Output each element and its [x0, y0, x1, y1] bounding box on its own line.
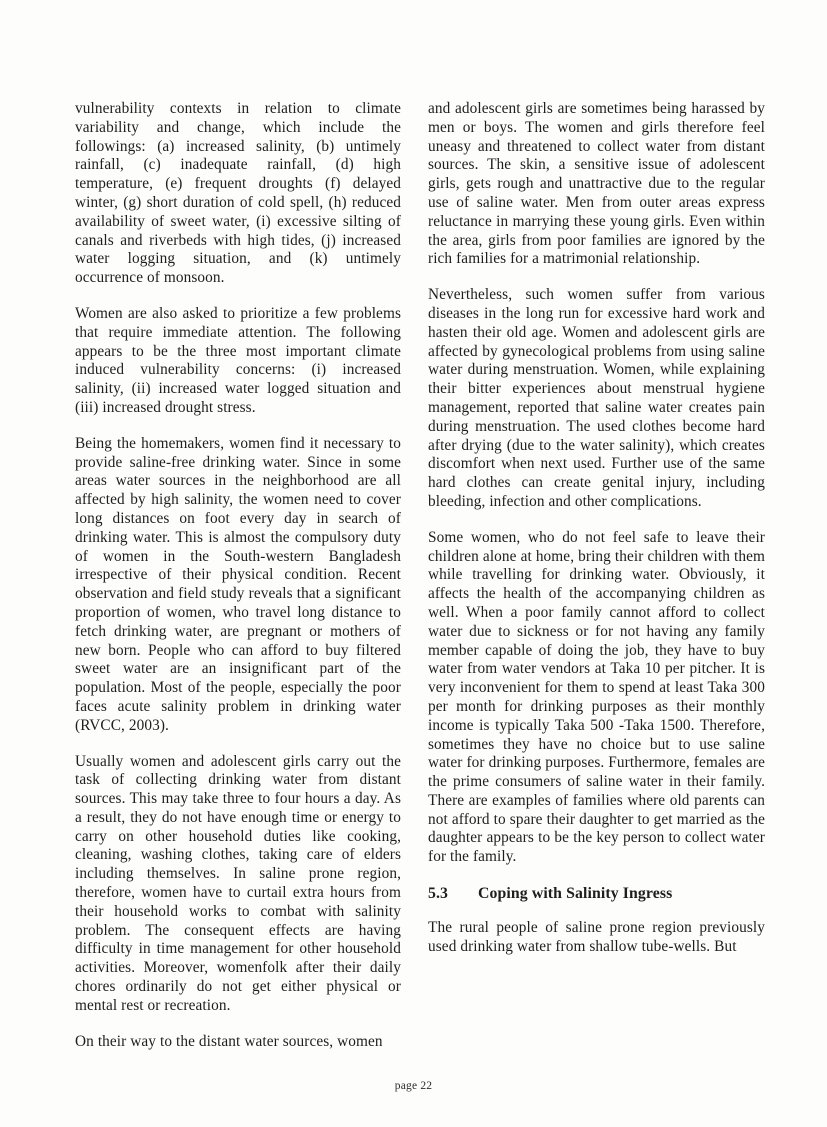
paragraph: On their way to the distant water sources, women — [75, 1032, 383, 1050]
paragraph: Nevertheless, such women suffer from various diseases in the long run for excessive hard work and hasten their old age. Women and adolescent girls are affected by gynecological problems from using saline water during menstruation. Women, while explaining their bitter experiences about menstrual hygiene management, reported that saline water creates pain during menstruation. The used clothes become hard after drying (due to the water salinity), which creates discomfort when next used. Further use of the same hard clothes can create genital injury, including bleeding, infection and other complications. — [428, 286, 765, 510]
section-heading — [428, 884, 765, 903]
right-column — [428, 100, 765, 974]
paragraph: The rural people of saline prone region previously used drinking water from shallow tube-wells. But — [428, 919, 765, 955]
left-column — [75, 100, 401, 1068]
paragraph: Being the homemakers, women find it necessary to provide saline-free drinking water. Since in some areas water sources in the neighborhood are all affected by high salinity, the women need to cover long distances on foot every day in search of drinking water. This is almost the compulsory duty of women in the South-western Bangladesh irrespective of their physical condition. Recent observation and field study reveals that a significant proportion of women, who travel long distance to fetch drinking water, are pregnant or mothers of new born. People who can afford to buy filtered sweet water are an insignificant part of the population. Most of the people, especially the poor faces acute salinity problem in drinking water (RVCC, 2003). — [75, 434, 401, 734]
paragraph: vulnerability contexts in relation to climate variability and change, which include the followings: (a) increased salinity, (b) untimely rainfall, (c) inadequate rainfall, (d) high temperature, (e) frequent droughts (f) delayed winter, (g) short duration of cold spell, (h) reduced availability of sweet water, (i) excessive silting of canals and riverbeds with high tides, (j) increased water logging situation, and (k) untimely occurrence of monsoon. — [75, 100, 401, 287]
page-number: page 22 — [394, 1080, 433, 1092]
paragraph: Women are also asked to prioritize a few problems that require immediate attention. The following appears to be the three most important climate induced vulnerability concerns: (i) increased salinity, (ii) increased water logged situation and (iii) increased drought stress. — [75, 304, 401, 416]
section-title: Coping with Salinity Ingress — [478, 885, 673, 903]
paragraph: and adolescent girls are sometimes being harassed by men or boys. The women and girls therefore feel uneasy and threatened to collect water from distant sources. The skin, a sensitive issue of adolescent girls, gets rough and unattractive due to the regular use of saline water. Men from outer areas express reluctance in marrying these young girls. Even within the area, girls from poor families are ignored by the rich families for a matrimonial relationship. — [428, 100, 765, 268]
paragraph: Some women, who do not feel safe to leave their children alone at home, bring their children with them while travelling for drinking water. Obviously, it affects the health of the accompanying children as well. When a poor family cannot afford to collect water due to sickness or for not having any family member capable of doing the job, they have to buy water from water vendors at Taka 10 per pitcher. It is very inconvenient for them to spend at least Taka 300 per month for drinking purposes as their monthly income is typically Taka 500 -Taka 1500. Therefore, sometimes they have no choice but to use saline water for drinking purposes. Furthermore, females are the prime consumers of saline water in their family. There are examples of families where old parents can not afford to spare their daughter to get married as the daughter appears to be the key person to collect water for the family. — [428, 528, 765, 866]
paragraph: Usually women and adolescent girls carry out the task of collecting drinking water from distant sources. This may take three to four hours a day. As a result, they do not have enough time or energy to carry on other household duties like cooking, cleaning, washing clothes, taking care of elders including themselves. In saline prone region, therefore, women have to curtail extra hours from their household works to combat with salinity problem. The consequent effects are having difficulty in time management for other household activities. Moreover, womenfolk after their daily chores ordinarily do not get either physical or mental rest or recreation. — [75, 752, 401, 1014]
section-number: 5.3 — [428, 885, 449, 903]
